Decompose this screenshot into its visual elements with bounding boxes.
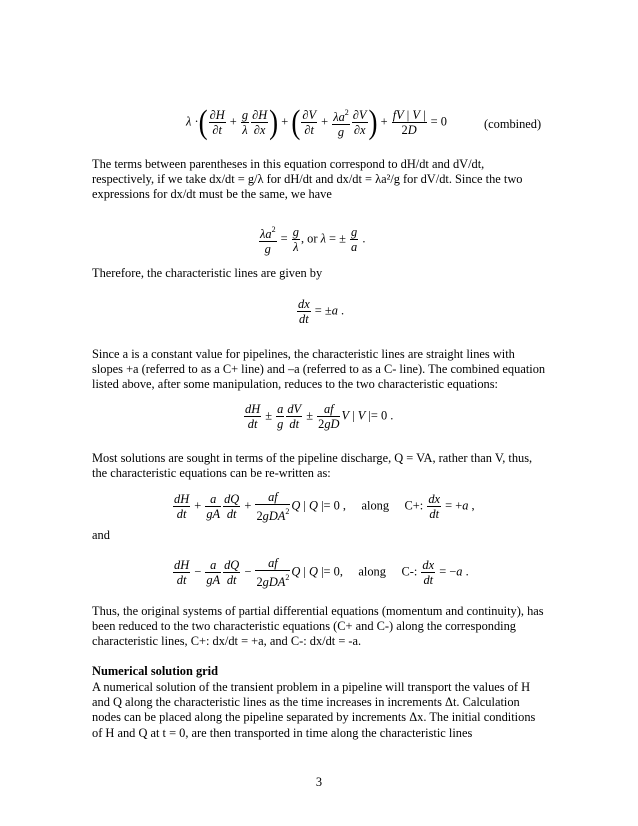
along-label: along	[361, 498, 390, 513]
paragraph-5: Thus, the original systems of partial differential equations (momentum and continuity), has been reduced to the two characteristic equations (C+ and C-) along the corresponding characteristic lines, C+: dx/dt = +a, and C-: dx/dt = -a.	[92, 604, 544, 649]
page-number: 3	[315, 775, 323, 789]
along-label-2: along	[358, 564, 386, 579]
and-word: and	[92, 528, 110, 542]
paragraph-6: A numerical solution of the transient problem in a pipeline will transport the values of H and Q along the characteristic lines as the time increases in increments Δt. Calculation nodes can be placed along the pipeline separated by increments Δx. The initial conditions of H and Q at t = 0, are then transported in time along the characteristic lines	[92, 680, 536, 740]
cplus-label: C+:	[404, 498, 424, 513]
cminus-label: C-:	[401, 564, 418, 579]
paragraph-4: Most solutions are sought in terms of the pipeline discharge, Q = VA, rather than V, thus, the characteristic equations can be re-written as:	[92, 451, 533, 481]
lambda-equation: $\frac{\lambda a^2}{g}$ = $\frac{g}{\lambda}$ , or λ = ± $\frac{g}{a}$ .	[260, 225, 366, 256]
paragraph-1: The terms between parentheses in this equation correspond to dH/dt and dV/dt, respectively, if we take dx/dt = g/λ for dH/dt and dx/dt = λa²/g for dV/dt. Since the two expressions for dx/dt must be the same, we have	[92, 157, 523, 202]
section-heading: Numerical solution grid	[92, 664, 218, 678]
characteristic-equations-v: $\frac{dH}{dt}$ ± $\frac{a}{g}$ $\frac{dV}{dt}$ ± $\frac{af}{2gD}$ V | V |= 0 .	[245, 402, 394, 431]
cplus-equation: $\frac{dH}{dt}$ + $\frac{a}{gA}$ $\frac{dQ}{dt}$ + af 2gDA$^2$ Q | Q |= 0 , along C+: $\frac{dx}{dt}$ = +a ,	[174, 490, 475, 523]
combined-equation: λ ·( $\frac{\partial H}{\partial t}$ + $\frac{g}{\lambda}$ $\frac{\partial H}{\partial x}$ ) + ( $\frac{\partial V}{\partial t}$ + $\frac{\lambda a^2}{g}$ $\frac{\partial V}{\partial x}$ ) + $\frac{fV | V |}{2D}$ = 0	[186, 103, 447, 141]
cminus-equation: $\frac{dH}{dt}$ − $\frac{a}{gA}$ $\frac{dQ}{dt}$ − af 2gDA$^2$ Q | Q |= 0, along C-: $\frac{dx}{dt}$ = −a .	[174, 556, 469, 589]
characteristic-lines-equation: $\frac{dx}{dt}$ = ±a .	[298, 297, 345, 326]
paragraph-2: Therefore, the characteristic lines are given by	[92, 266, 323, 280]
combined-label: (combined)	[484, 117, 542, 131]
paragraph-3: Since a is a constant value for pipelines, the characteristic lines are straight lines with slopes +a (referred to as a C+ line) and –a (referred to as a C- line). The combined equation listed above, after some manipulation, reduces to the two characteristic equations:	[92, 347, 546, 392]
